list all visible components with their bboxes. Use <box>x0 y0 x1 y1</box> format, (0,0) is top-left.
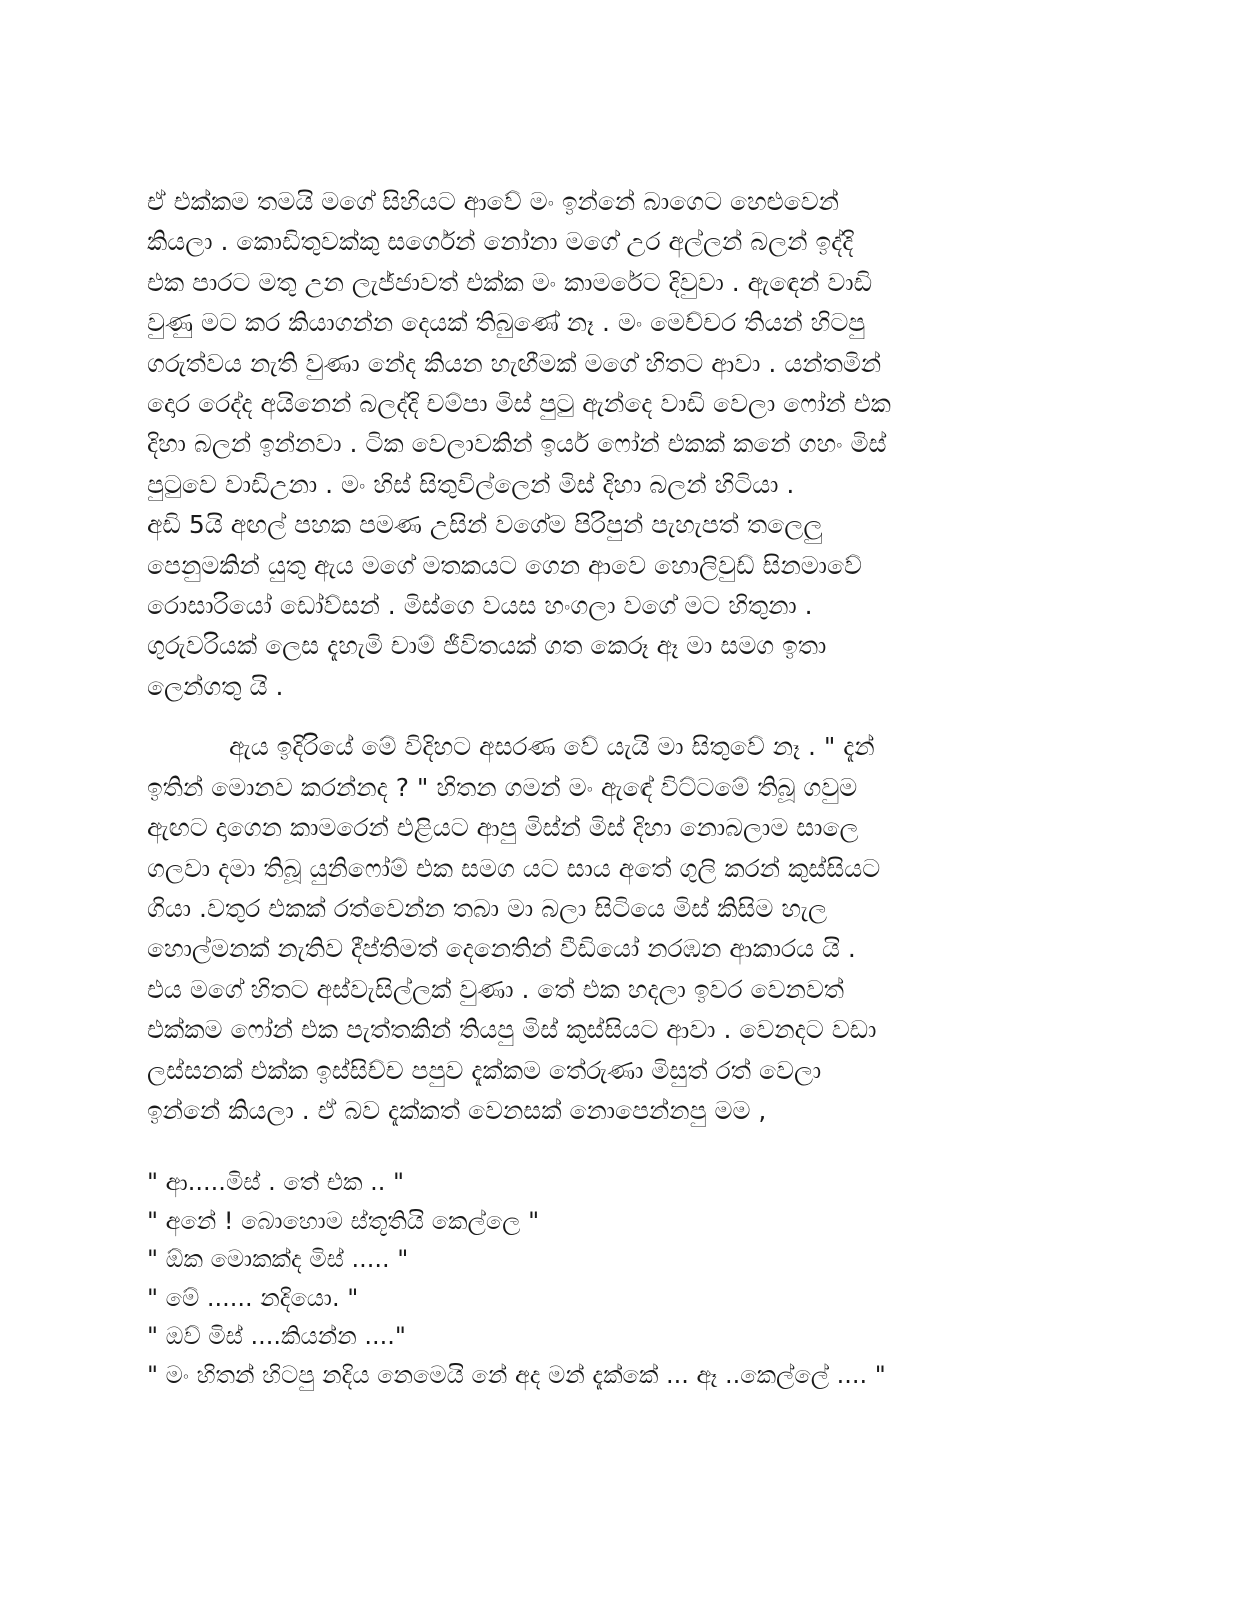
text-line: ලස්සනක් එක්ක ඉස්සිච්ච පපුව දැක්කම තේරුණා මිසුත් රත් වෙලා <box>147 1055 822 1085</box>
dialogue-line: " ආ.....මිස් . තේ එක .. " <box>147 1168 405 1197</box>
text-line: දිහා බලන් ඉන්නවා . ටික වෙලාවකින් ඉයර් ෆෝන් එකක් කනේ ගහං මිස් <box>147 429 887 459</box>
text-line: හොල්මනක් නැතිව දීප්තිමත් දෙනෙතින් වීඩියෝ නරඹන ආකාරය යි . <box>147 934 856 964</box>
text-line: ගුරුවරියක් ලෙස දැහැමි චාම් ජීවිතයක් ගත කෙරූ ඈ මා සමග ඉතා <box>147 631 827 661</box>
text-line: ගරුත්වය නැති වුණා නේද කියන හැඟීමක් මගේ හිතට ආවා . යන්තමින් <box>147 348 882 378</box>
text-line: රොසාරියෝ ඩෝව්සන් . මිස්ගෙ වයස හංගලා වගේ මට හිතුනා . <box>147 591 813 621</box>
text-line: ගියා .වතුර එකක් රත්වෙන්න තබා මා බලා සිටියෙ මිස් කිසිම හැල <box>147 893 828 923</box>
text-line: ඉතින් මොනව කරන්නද ? " හිතන ගමන් මං ඇඳේ විට්ටමේ තිබූ ගවුම <box>147 772 858 802</box>
dialogue-line: " මං හිතන් හිටපු නදිය නෙමෙයි නේ අද මන් දැක්කේ ... ඈ ..කෙල්ලේ .... " <box>147 1360 886 1389</box>
text-line: පුටුවෙ වාඩිඋනා . මං හිස් සිතුවිල්ලෙන් මිස් දිහා බලන් හිටියා . <box>147 469 795 499</box>
text-line-indented: ඇය ඉදිරියේ මේ විදිහට අසරණ වේ යැයි මා සිතුවේ නෑ . " දැන් <box>229 732 875 762</box>
text-line: එක පාරට මතු උන ලැජ්ජාවත් එක්ක මං කාමරේට දිවුවා . ඇඳෙන් වාඩි <box>147 267 873 297</box>
text-line: ඒ එක්කම තමයි මගේ සිහියට ආවේ මං ඉන්නේ බාගෙට හෙළුවෙන් <box>147 187 839 216</box>
text-line: ඉන්නේ කියලා . ඒ බව දැක්කත් වෙනසක් නොපෙන්නපු මම , <box>147 1095 767 1125</box>
text-line: වුණු මට කර කියාගන්න දෙයක් තිබුණේ නෑ . මං මෙච්චර තියන් හිටපු <box>147 308 866 338</box>
text-line: දොර රෙද්ද අයිනෙන් බලද්දි චම්පා මිස් පුටු ඇන්දෙ වාඩි වෙලා ෆෝන් එක <box>147 389 891 419</box>
dialogue-block <box>147 1163 1086 1394</box>
text-line: අඩි 5යි අඟල් පහක පමණ උසින් වගේම පිරිපුන් පැහැපත් තලෙලු <box>147 510 823 540</box>
text-line: ලෙන්ගතු යි . <box>147 671 284 701</box>
paragraph-1 <box>147 182 1086 707</box>
dialogue-line: " ඔව් මිස් ....කියන්න ...." <box>147 1322 406 1351</box>
dialogue-line: " ඕක මොකක්ද මිස් ..... " <box>147 1245 409 1274</box>
text-line: ගලවා දමා තිබූ යුනිෆෝම් එක සමග යට සාය අතේ ගුලි කරන් කුස්සියට <box>147 853 881 883</box>
text-line: එක්කම ෆෝන් එක පැත්තකින් තියපු මිස් කුස්සියට ආවා . වෙනදට වඩා <box>147 1015 877 1045</box>
paragraph-2 <box>147 727 1086 1131</box>
text-line: කියලා . කොඩිතුවක්කු සර්ගෙන් නෝනා මගේ උර අල්ලන් බලන් ඉද්දි <box>147 227 854 257</box>
text-line: පෙනුමකින් යුතු ඇය මගේ මතකයට ගෙන ආවෙ හොලිවුඩ් සිනමාවේ <box>147 550 862 580</box>
dialogue-line: " අනේ ! බොහොම ස්තූතියි කෙල්ලෙ " <box>147 1206 540 1235</box>
dialogue-line: " මේ ...... නදියො. " <box>147 1283 359 1312</box>
text-line: එය මගේ හිතට අස්වැසිල්ලක් වුණා . තේ එක හදලා ඉවර වෙනවත් <box>147 974 845 1004</box>
text-line: ඇඟට දාගෙන කාමරෙන් එළියට ආපු මිස්න් මිස් දිහා නොබලාම සාලෙ <box>147 813 859 843</box>
